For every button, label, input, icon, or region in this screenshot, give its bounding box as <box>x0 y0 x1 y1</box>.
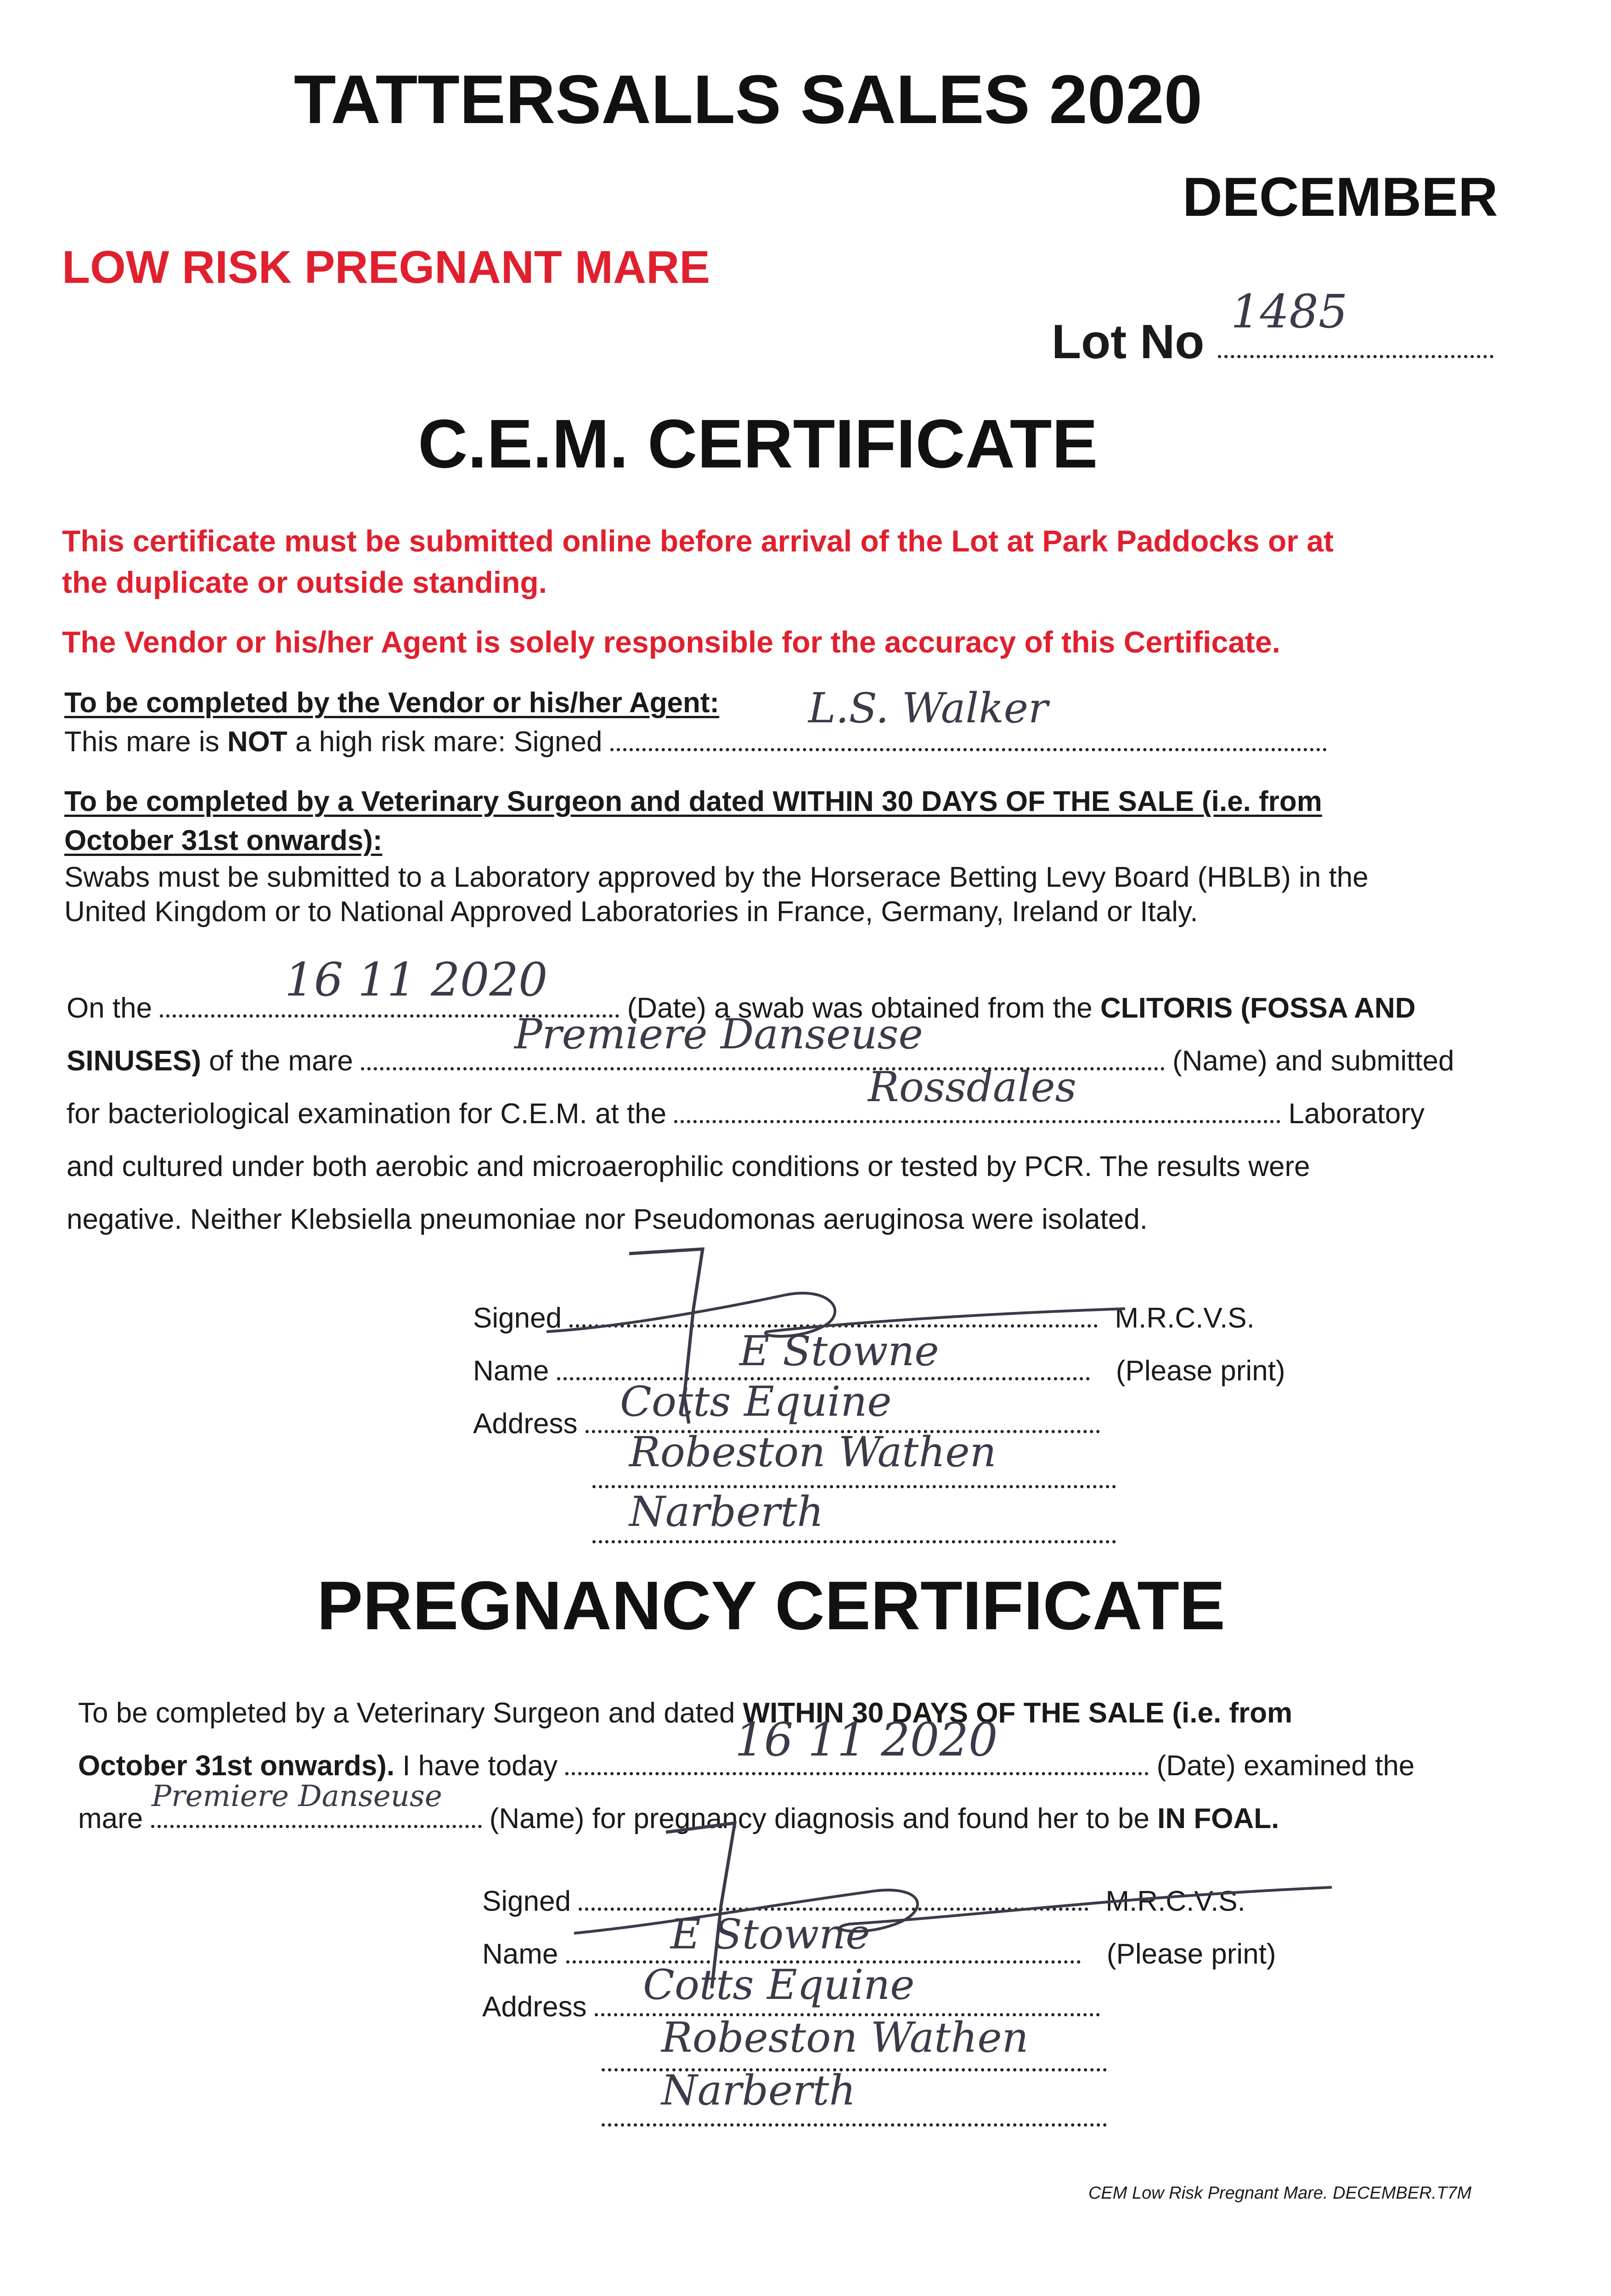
mare-name-line: SINUSES) of the mare (Name) and submitted <box>67 1045 1454 1077</box>
cem-notice-line-1: This certificate must be submitted online before arrival of the Lot at Park Paddocks or at <box>62 524 1334 558</box>
vet-heading-line-1: To be completed by a Veterinary Surgeon and dated WITHIN 30 DAYS OF THE SALE (i.e. from <box>64 786 1322 817</box>
pregnancy-line-1: To be completed by a Veterinary Surgeon and dated WITHIN 30 DAYS OF THE SALE (i.e. from <box>78 1697 1293 1729</box>
cem-notice-line-3: The Vendor or his/her Agent is solely responsible for the accuracy of this Certificate. <box>62 625 1280 659</box>
pregnancy-certificate-title: PREGNANCY CERTIFICATE <box>317 1567 1225 1644</box>
lot-number-label: Lot No <box>1052 315 1205 369</box>
laboratory-line: for bacteriological examination for C.E.M. at the Laboratory <box>67 1098 1425 1130</box>
cem-name-line: Name (Please print) <box>473 1355 1285 1387</box>
pregnancy-address-value-1: Cotts Equine <box>643 1961 915 2009</box>
cem-address-value-3: Narberth <box>629 1488 824 1536</box>
negative-result-statement: negative. Neither Klebsiella pneumoniae nor Pseudomonas aeruginosa were isolated. <box>67 1204 1148 1235</box>
vendor-declaration: This mare is NOT a high risk mare: Signed <box>64 728 1327 756</box>
vet-heading-line-2: October 31st onwards): <box>64 825 383 856</box>
vendor-heading: To be completed by the Vendor or his/her Agent: <box>64 687 720 719</box>
pregnancy-address-value-2: Robeston Wathen <box>661 2014 1029 2062</box>
pregnancy-vet-name-value: E Stowne <box>670 1910 870 1958</box>
swab-requirements-line-1: Swabs must be submitted to a Laboratory approved by the Horserace Betting Levy Board (HBLB) in the <box>64 861 1369 893</box>
pregnancy-line-2: October 31st onwards). I have today (Date) examined the <box>78 1750 1415 1782</box>
pregnancy-mare-name-value: Premiere Danseuse <box>152 1779 442 1813</box>
swab-date-line: On the (Date) a swab was obtained from the CLITORIS (FOSSA AND <box>67 992 1416 1024</box>
form-title: TATTERSALLS SALES 2020 <box>294 61 1203 138</box>
footer-form-code: CEM Low Risk Pregnant Mare. DECEMBER.T7M <box>1088 2183 1472 2203</box>
sale-month: DECEMBER <box>1183 166 1498 228</box>
pregnancy-line-3: mare (Name) for pregnancy diagnosis and found her to be IN FOAL. <box>78 1803 1279 1835</box>
laboratory-value: Rossdales <box>868 1063 1076 1111</box>
pregnancy-name-line: Name (Please print) <box>482 1938 1276 1970</box>
cem-address-value-2: Robeston Wathen <box>629 1428 997 1476</box>
lot-number-value: 1485 <box>1231 285 1348 338</box>
pregnancy-date-value: 16 11 2020 <box>735 1713 998 1767</box>
pregnancy-signed-line: Signed M.R.C.V.S. <box>482 1885 1245 1917</box>
pregnancy-address-value-3: Narberth <box>661 2066 856 2115</box>
cem-vet-signature <box>528 1240 1171 1433</box>
cem-address-line-1: Address <box>473 1410 1100 1438</box>
cem-notice-line-2: the duplicate or outside standing. <box>62 565 547 599</box>
mare-name-value: Premiere Danseuse <box>514 1010 923 1058</box>
pregnancy-address-line-1: Address <box>482 1993 1100 2021</box>
cem-address-value-1: Cotts Equine <box>620 1378 892 1426</box>
cem-certificate-title: C.E.M. CERTIFICATE <box>418 405 1098 482</box>
pregnancy-vet-signature <box>528 1814 1355 2007</box>
cem-vet-name-value: E Stowne <box>739 1327 939 1375</box>
culture-statement: and cultured under both aerobic and microaerophilic conditions or tested by PCR. The results were <box>67 1151 1310 1182</box>
cem-signed-line: Signed M.R.C.V.S. <box>473 1302 1255 1334</box>
mare-category: LOW RISK PREGNANT MARE <box>62 242 710 293</box>
swab-requirements-line-2: United Kingdom or to National Approved Laboratories in France, Germany, Ireland or Italy. <box>64 896 1198 928</box>
swab-date-value: 16 11 2020 <box>285 953 548 1007</box>
vendor-signature: L.S. Walker <box>808 684 1048 732</box>
